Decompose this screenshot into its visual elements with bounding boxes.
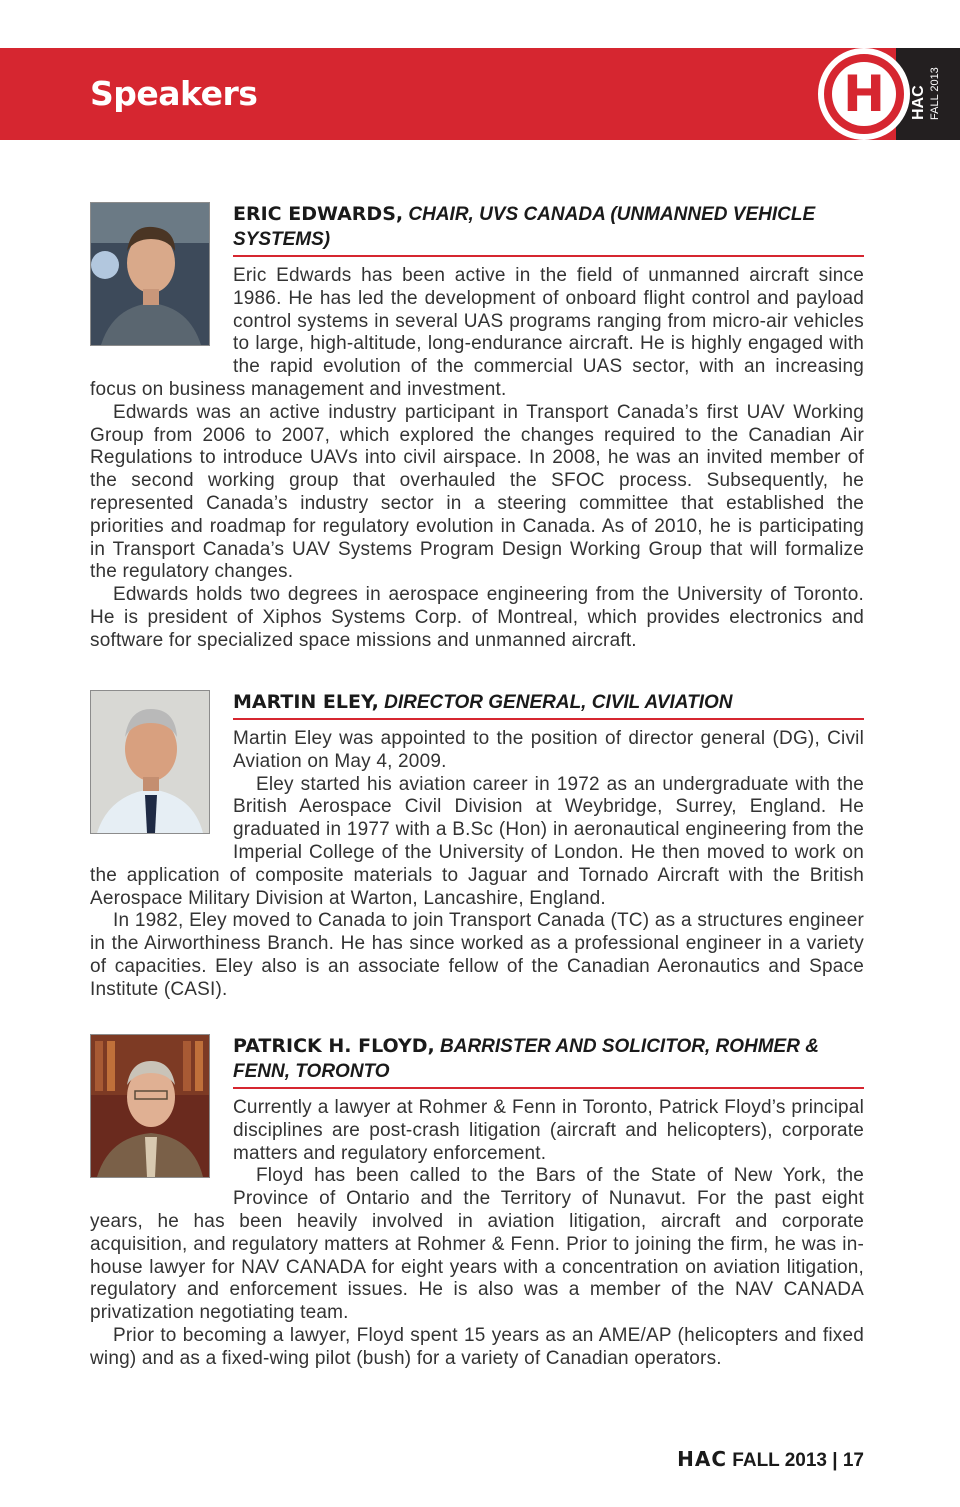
logo-letter: H (843, 65, 885, 123)
footer-brand: HAC (677, 1447, 728, 1471)
bio-paragraph: Currently a lawyer at Rohmer & Fenn in Toronto, Patrick Floyd’s principal disciplines are post-crash litigation (aircraft and helicopters), corporate matters and regulatory enforcement. (233, 1097, 864, 1164)
bio-paragraph: Floyd has been called to the Bars of the State of New York, the Province of Ontario and the Territory of Nunavut. For the past eight years, he has been heavily involved in aviation litigation, aircraft and corporate acquisition, and regulatory matters at Rohmer & Fenn. Prior to joining the firm, he was in-house lawyer for NAV CANADA for eight years with a concentration on aviation litigation, regulatory and enforcement issues. He is also was a member of the NAV CANADA privatization negotiating team. (90, 1165, 864, 1324)
bio-paragraph: In 1982, Eley moved to Canada to join Transport Canada (TC) as a structures engineer in the Airworthiness Branch. He has since worked as a professional engineer in a variety of capacities. Eley also is an associate fellow of the Canadian Aeronautics and Space Institute (CASI). (90, 910, 864, 1000)
speaker-title: CHAIR, UVS CANADA (UNMANNED VEHICLE SYSTEMS) (233, 204, 816, 250)
logo-brand: HAC (910, 85, 927, 120)
speaker-martin-eley (90, 690, 864, 1002)
speaker-name: PATRICK H. FLOYD, (233, 1035, 435, 1057)
page-title: Speakers (90, 74, 258, 113)
page-footer (677, 1447, 864, 1472)
portrait-photo-icon (90, 202, 210, 346)
speaker-name: ERIC EDWARDS, (233, 203, 404, 225)
bio-paragraph: Martin Eley was appointed to the position of director general (DG), Civil Aviation on May 4, 2009. (233, 728, 864, 772)
speaker-heading (233, 1034, 864, 1089)
portrait-photo-icon (90, 1034, 210, 1178)
portrait-photo-icon (90, 690, 210, 834)
bio-paragraph: Edwards holds two degrees in aerospace engineering from the University of Toronto. He is president of Xiphos Systems Corp. of Montreal, which provides electronics and software for specialized space missions and unmanned aircraft. (90, 584, 864, 651)
logo-side-text (910, 50, 942, 120)
speaker-title: BARRISTER AND SOLICITOR, ROHMER & FENN, TORONTO (233, 1036, 819, 1082)
speaker-heading (233, 202, 864, 257)
speaker-heading (233, 690, 864, 720)
bio-paragraph: Edwards was an active industry participant in Transport Canada’s first UAV Working Group from 2006 to 2007, which explored the changes required to the Canadian Air Regulations to introduce UAVs into civil airspace. In 2008, he was an invited member of the second working group that overhauled the SFOC process. Subsequently, he represented Canada’s industry sector in a steering committee that established the priorities and roadmap for regulatory evolution in Canada. As of 2010, he is participating in Transport Canada’s UAV Systems Program Design Working Group that will formalize the regulatory changes. (90, 401, 864, 583)
footer-issue-page: FALL 2013 | 17 (732, 1450, 864, 1471)
logo-issue: FALL 2013 (929, 67, 941, 120)
bio-paragraph: Eric Edwards has been active in the field of unmanned aircraft since 1986. He has led the development of onboard flight control and payload control systems in several UAS programs ranging from micro-air vehicles to large, high-altitude, long-endurance aircraft. He is highly engaged with the rapid evolution of the commercial UAS sector, with an increasing focus on business management and investment. (90, 265, 864, 400)
bio-paragraph: Prior to becoming a lawyer, Floyd spent 15 years as an AME/AP (helicopters and fixed wing) and as a fixed-wing pilot (bush) for a variety of Canadian operators. (90, 1324, 864, 1369)
bio-paragraph: Eley started his aviation career in 1972 as an undergraduate with the British Aerospace Civil Division at Weybridge, Surrey, England. He graduated in 1977 with a B.Sc (Hon) in aeronautical engineering from the Imperial College of the University of London. He then moved to work on the application of composite materials to Jaguar and Tornado Aircraft with the British Aerospace Military Division at Warton, Lancashire, England. (90, 773, 864, 909)
hac-logo (818, 48, 910, 140)
speaker-name: MARTIN ELEY, (233, 691, 379, 713)
speaker-eric-edwards (90, 202, 864, 653)
logo-inner-circle (832, 62, 896, 126)
speaker-title: DIRECTOR GENERAL, CIVIL AVIATION (384, 692, 733, 713)
speaker-patrick-floyd (90, 1034, 864, 1371)
